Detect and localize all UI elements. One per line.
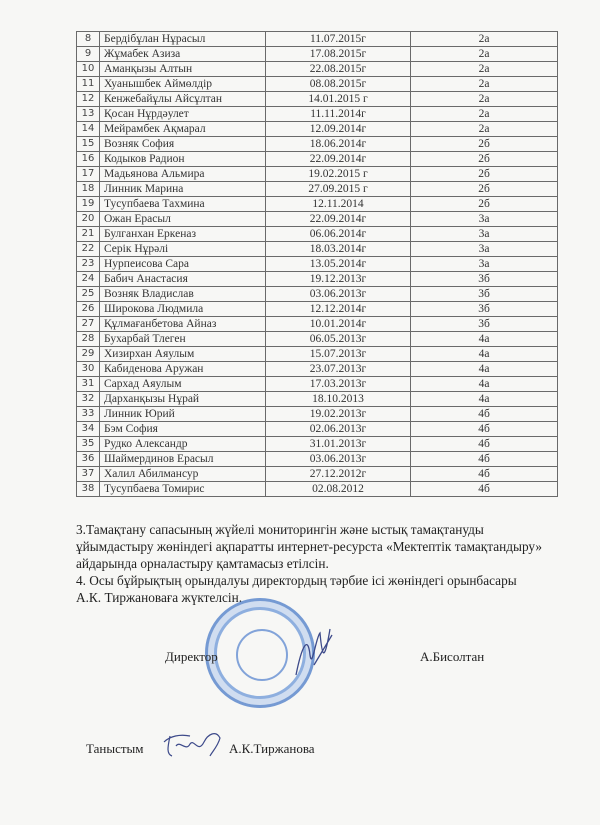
student-name: Возняк Владислав	[100, 287, 266, 302]
class-grade: 3а	[411, 212, 558, 227]
student-name: Линник Юрий	[100, 407, 266, 422]
student-name: Хуанышбек Аймөлдір	[100, 77, 266, 92]
table-row	[77, 227, 558, 242]
row-number: 17	[77, 167, 100, 182]
birth-date: 12.12.2014г	[266, 302, 411, 317]
row-number: 28	[77, 332, 100, 347]
table-row	[77, 437, 558, 452]
row-number: 15	[77, 137, 100, 152]
table-row	[77, 332, 558, 347]
row-number: 31	[77, 377, 100, 392]
birth-date: 27.12.2012г	[266, 467, 411, 482]
student-name: Нурпеисова Сара	[100, 257, 266, 272]
birth-date: 03.06.2013г	[266, 452, 411, 467]
birth-date: 23.07.2013г	[266, 362, 411, 377]
row-number: 32	[77, 392, 100, 407]
birth-date: 10.01.2014г	[266, 317, 411, 332]
student-name: Қосан Нұрдәулет	[100, 107, 266, 122]
director-label: Директор	[165, 649, 218, 664]
acknowledgement-signature	[160, 728, 226, 760]
birth-date: 14.01.2015 г	[266, 92, 411, 107]
student-name: Мейрамбек Ақмарал	[100, 122, 266, 137]
class-grade: 3б	[411, 302, 558, 317]
class-grade: 4б	[411, 422, 558, 437]
student-name: Серік Нұрәлі	[100, 242, 266, 257]
table-row	[77, 167, 558, 182]
row-number: 27	[77, 317, 100, 332]
class-grade: 2б	[411, 197, 558, 212]
class-grade: 4б	[411, 437, 558, 452]
student-name: Булганхан Еркеназ	[100, 227, 266, 242]
student-roster-table	[76, 31, 558, 497]
table-row	[77, 347, 558, 362]
birth-date: 19.02.2015 г	[266, 167, 411, 182]
class-grade: 2а	[411, 107, 558, 122]
birth-date: 22.09.2014г	[266, 152, 411, 167]
director-name: А.Бисолтан	[420, 649, 485, 664]
class-grade: 4б	[411, 482, 558, 497]
table-row	[77, 257, 558, 272]
item-4-line-2: А.К. Тиржановаға жүктелсін.	[76, 590, 243, 605]
table-row	[77, 242, 558, 257]
paragraph-item-4	[76, 572, 596, 606]
birth-date: 18.06.2014г	[266, 137, 411, 152]
student-name: Құлмағанбетова Айназ	[100, 317, 266, 332]
birth-date: 19.12.2013г	[266, 272, 411, 287]
class-grade: 3б	[411, 272, 558, 287]
item-3-line-1: 3.Тамақтану сапасының жүйелі мониторингін және ыстық тамақтануды	[76, 522, 484, 537]
row-number: 12	[77, 92, 100, 107]
table-row	[77, 422, 558, 437]
birth-date: 22.09.2014г	[266, 212, 411, 227]
birth-date: 17.08.2015г	[266, 47, 411, 62]
class-grade: 4б	[411, 407, 558, 422]
class-grade: 3а	[411, 242, 558, 257]
class-grade: 2а	[411, 32, 558, 47]
stamp-emblem	[236, 629, 288, 681]
class-grade: 2а	[411, 122, 558, 137]
student-name: Дарханқызы Нұрай	[100, 392, 266, 407]
birth-date: 12.11.2014	[266, 197, 411, 212]
class-grade: 4б	[411, 467, 558, 482]
class-grade: 2а	[411, 77, 558, 92]
row-number: 38	[77, 482, 100, 497]
student-name: Кодыков Радион	[100, 152, 266, 167]
row-number: 20	[77, 212, 100, 227]
class-grade: 4а	[411, 362, 558, 377]
table-row	[77, 32, 558, 47]
birth-date: 06.05.2013г	[266, 332, 411, 347]
row-number: 14	[77, 122, 100, 137]
birth-date: 31.01.2013г	[266, 437, 411, 452]
class-grade: 2а	[411, 62, 558, 77]
row-number: 37	[77, 467, 100, 482]
row-number: 24	[77, 272, 100, 287]
table-row	[77, 302, 558, 317]
birth-date: 11.07.2015г	[266, 32, 411, 47]
birth-date: 02.08.2012	[266, 482, 411, 497]
birth-date: 03.06.2013г	[266, 287, 411, 302]
class-grade: 2а	[411, 47, 558, 62]
item-3-line-2: ұйымдастыру жөніндегі ақпаратты интернет-ресурста «Мектептік тамақтандыру»	[76, 539, 543, 554]
student-name: Бухарбай Тлеген	[100, 332, 266, 347]
class-grade: 2б	[411, 167, 558, 182]
table-row	[77, 47, 558, 62]
class-grade: 4а	[411, 332, 558, 347]
class-grade: 4а	[411, 347, 558, 362]
row-number: 18	[77, 182, 100, 197]
birth-date: 06.06.2014г	[266, 227, 411, 242]
student-name: Шаймердинов Ерасыл	[100, 452, 266, 467]
table-row	[77, 287, 558, 302]
row-number: 33	[77, 407, 100, 422]
student-name: Мадьянова Альмира	[100, 167, 266, 182]
student-name: Тусупбаева Тахмина	[100, 197, 266, 212]
birth-date: 19.02.2013г	[266, 407, 411, 422]
student-name: Кабиденова Аружан	[100, 362, 266, 377]
table-row	[77, 137, 558, 152]
student-name: Ожан Ерасыл	[100, 212, 266, 227]
birth-date: 11.11.2014г	[266, 107, 411, 122]
class-grade: 3б	[411, 317, 558, 332]
class-grade: 2б	[411, 152, 558, 167]
table-row	[77, 212, 558, 227]
class-grade: 4а	[411, 392, 558, 407]
student-name: Кенжебайұлы Айсұлтан	[100, 92, 266, 107]
row-number: 26	[77, 302, 100, 317]
item-3-line-3: айдарында орналастыру қамтамасыз етілсін.	[76, 556, 329, 571]
row-number: 23	[77, 257, 100, 272]
class-grade: 2б	[411, 137, 558, 152]
student-name: Жұмабек Азиза	[100, 47, 266, 62]
row-number: 16	[77, 152, 100, 167]
birth-date: 12.09.2014г	[266, 122, 411, 137]
birth-date: 13.05.2014г	[266, 257, 411, 272]
student-name: Аманқызы Алтын	[100, 62, 266, 77]
row-number: 19	[77, 197, 100, 212]
acknowledged-name: А.К.Тиржанова	[229, 741, 315, 756]
row-number: 36	[77, 452, 100, 467]
student-name: Хизирхан Аяулым	[100, 347, 266, 362]
item-4-line-1: 4. Осы бұйрықтың орындалуы директордың тәрбие ісі жөніндегі орынбасары	[76, 573, 517, 588]
birth-date: 22.08.2015г	[266, 62, 411, 77]
class-grade: 3б	[411, 287, 558, 302]
table-row	[77, 62, 558, 77]
row-number: 22	[77, 242, 100, 257]
table-row	[77, 197, 558, 212]
table-row	[77, 272, 558, 287]
birth-date: 08.08.2015г	[266, 77, 411, 92]
class-grade: 4а	[411, 377, 558, 392]
class-grade: 4б	[411, 452, 558, 467]
row-number: 11	[77, 77, 100, 92]
row-number: 10	[77, 62, 100, 77]
table-row	[77, 107, 558, 122]
row-number: 29	[77, 347, 100, 362]
birth-date: 18.03.2014г	[266, 242, 411, 257]
student-name: Рудко Александр	[100, 437, 266, 452]
birth-date: 15.07.2013г	[266, 347, 411, 362]
birth-date: 02.06.2013г	[266, 422, 411, 437]
birth-date: 18.10.2013	[266, 392, 411, 407]
table-row	[77, 467, 558, 482]
row-number: 8	[77, 32, 100, 47]
table-row	[77, 392, 558, 407]
director-signature	[292, 625, 337, 685]
birth-date: 27.09.2015 г	[266, 182, 411, 197]
table-row	[77, 407, 558, 422]
row-number: 35	[77, 437, 100, 452]
class-grade: 2б	[411, 182, 558, 197]
acknowledged-label: Таныстым	[86, 741, 144, 756]
table-row	[77, 362, 558, 377]
paragraph-item-3	[76, 521, 596, 572]
table-row	[77, 482, 558, 497]
row-number: 13	[77, 107, 100, 122]
birth-date: 17.03.2013г	[266, 377, 411, 392]
roster-body	[77, 32, 558, 497]
student-name: Сархад Аяулым	[100, 377, 266, 392]
student-name: Тусупбаева Томирис	[100, 482, 266, 497]
table-row	[77, 122, 558, 137]
student-name: Бабич Анастасия	[100, 272, 266, 287]
table-row	[77, 317, 558, 332]
row-number: 30	[77, 362, 100, 377]
row-number: 34	[77, 422, 100, 437]
table-row	[77, 152, 558, 167]
class-grade: 3а	[411, 257, 558, 272]
row-number: 9	[77, 47, 100, 62]
student-name: Халил Абилмансур	[100, 467, 266, 482]
class-grade: 2а	[411, 92, 558, 107]
class-grade: 3а	[411, 227, 558, 242]
table-row	[77, 77, 558, 92]
student-name: Бердібұлан Нұрасыл	[100, 32, 266, 47]
table-row	[77, 377, 558, 392]
row-number: 25	[77, 287, 100, 302]
table-row	[77, 92, 558, 107]
table-row	[77, 452, 558, 467]
student-name: Возняк София	[100, 137, 266, 152]
row-number: 21	[77, 227, 100, 242]
student-name: Линник Марина	[100, 182, 266, 197]
student-name: Широкова Людмила	[100, 302, 266, 317]
student-name: Бэм София	[100, 422, 266, 437]
table-row	[77, 182, 558, 197]
